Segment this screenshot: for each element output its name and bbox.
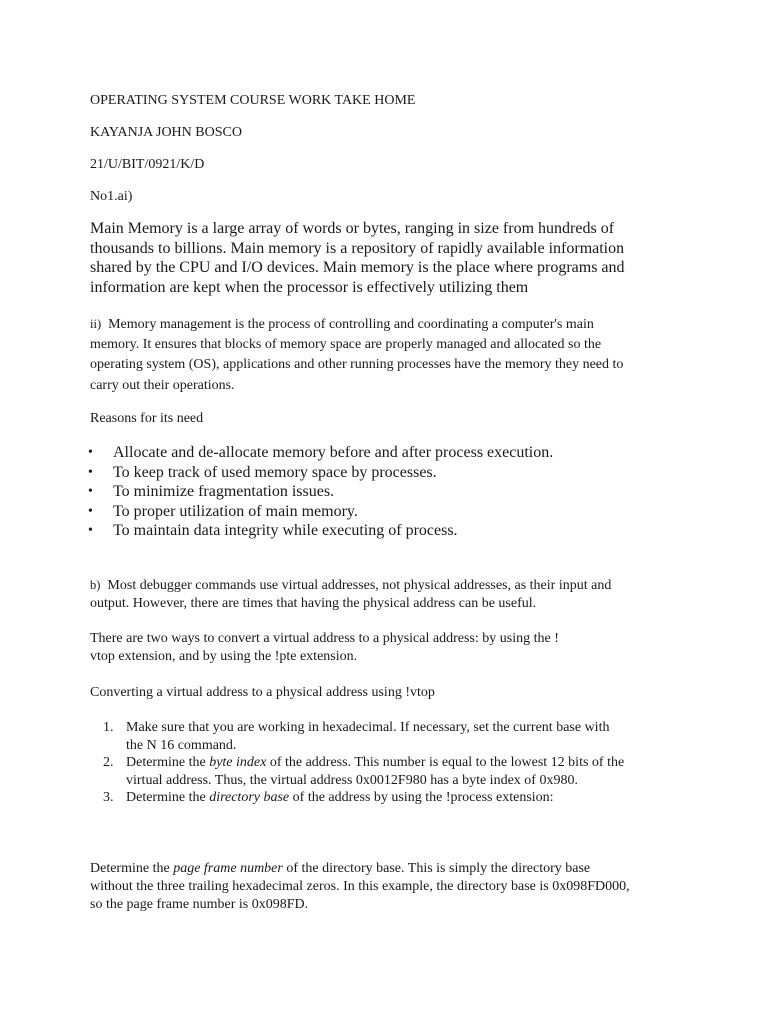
- main-memory-line: shared by the CPU and I/O devices. Main memory is the place where programs and: [90, 259, 625, 277]
- paragraph-tag: b): [90, 578, 101, 592]
- step-number: 2.: [103, 755, 114, 770]
- main-memory-line: information are kept when the processor is effectively utilizing them: [90, 278, 529, 296]
- step-text: of the address by using the !process extension:: [289, 790, 554, 805]
- page-frame-paragraph: [90, 860, 680, 914]
- course-title: OPERATING SYSTEM COURSE WORK TAKE HOME: [90, 93, 416, 108]
- page-frame-line: without the three trailing hexadecimal zeros. In this example, the directory base is 0x098FD000,: [90, 879, 630, 894]
- list-item: [90, 789, 680, 807]
- step-number: 1.: [103, 720, 114, 735]
- main-memory-line: thousands to billions. Main memory is a repository of rapidly available information: [90, 239, 625, 257]
- part-b-paragraph: [90, 576, 680, 613]
- step-emphasis: byte index: [209, 755, 267, 770]
- memory-management-line: carry out their operations.: [90, 377, 235, 393]
- list-item: • To minimize fragmentation issues.: [90, 482, 553, 502]
- main-memory-paragraph: [90, 219, 680, 297]
- part-b-line: Most debugger commands use virtual addresses, not physical addresses, as their input and: [107, 578, 612, 593]
- page-frame-line: so the page frame number is 0x098FD.: [90, 897, 309, 912]
- paragraph-tag: ii): [90, 317, 102, 331]
- step-text: of the address. This number is equal to the lowest 12 bits of the: [266, 755, 625, 770]
- page-frame-emphasis: page frame number: [173, 861, 283, 876]
- vtop-steps-list: [90, 719, 680, 807]
- question-number: No1.ai): [90, 189, 133, 204]
- list-item: • Allocate and de-allocate memory before and after process execution.: [90, 443, 553, 463]
- main-memory-line: Main Memory is a large array of words or bytes, ranging in size from hundreds of: [90, 220, 615, 237]
- memory-management-line: memory. It ensures that blocks of memory space are properly managed and allocated so the: [90, 337, 602, 353]
- student-name: KAYANJA JOHN BOSCO: [90, 125, 242, 140]
- step-number: 3.: [103, 790, 114, 805]
- conversion-line: vtop extension, and by using the !pte extension.: [90, 649, 358, 664]
- reasons-list: [90, 443, 553, 541]
- reasons-heading: Reasons for its need: [90, 411, 204, 426]
- page-frame-text: Determine the: [90, 861, 174, 876]
- memory-management-line: Memory management is the process of controlling and coordinating a computer's main: [108, 317, 594, 332]
- page-frame-text: of the directory base. This is simply the directory base: [282, 861, 591, 876]
- list-item: • To maintain data integrity while executing of process.: [90, 521, 553, 541]
- step-line: the N 16 command.: [126, 737, 237, 753]
- step-text: Determine the: [126, 790, 210, 805]
- step-emphasis: directory base: [209, 790, 290, 805]
- part-b-line: output. However, there are times that having the physical address can be useful.: [90, 596, 537, 611]
- vtop-heading: Converting a virtual address to a physical address using !vtop: [90, 685, 435, 700]
- registration-number: 21/U/BIT/0921/K/D: [90, 157, 205, 172]
- conversion-line: There are two ways to convert a virtual address to a physical address: by using the !: [90, 631, 559, 646]
- memory-management-line: operating system (OS), applications and other running processes have the memory they need to: [90, 357, 624, 373]
- memory-management-paragraph: [90, 314, 680, 396]
- list-item: • To keep track of used memory space by processes.: [90, 463, 553, 483]
- step-line: virtual address. Thus, the virtual address 0x0012F980 has a byte index of 0x980.: [126, 772, 578, 788]
- step-text: Determine the: [126, 755, 210, 770]
- list-item: • To proper utilization of main memory.: [90, 502, 553, 522]
- conversion-paragraph: [90, 630, 680, 666]
- list-item: [90, 754, 680, 789]
- step-line: Make sure that you are working in hexadecimal. If necessary, set the current base with: [126, 720, 610, 735]
- list-item: [90, 719, 680, 754]
